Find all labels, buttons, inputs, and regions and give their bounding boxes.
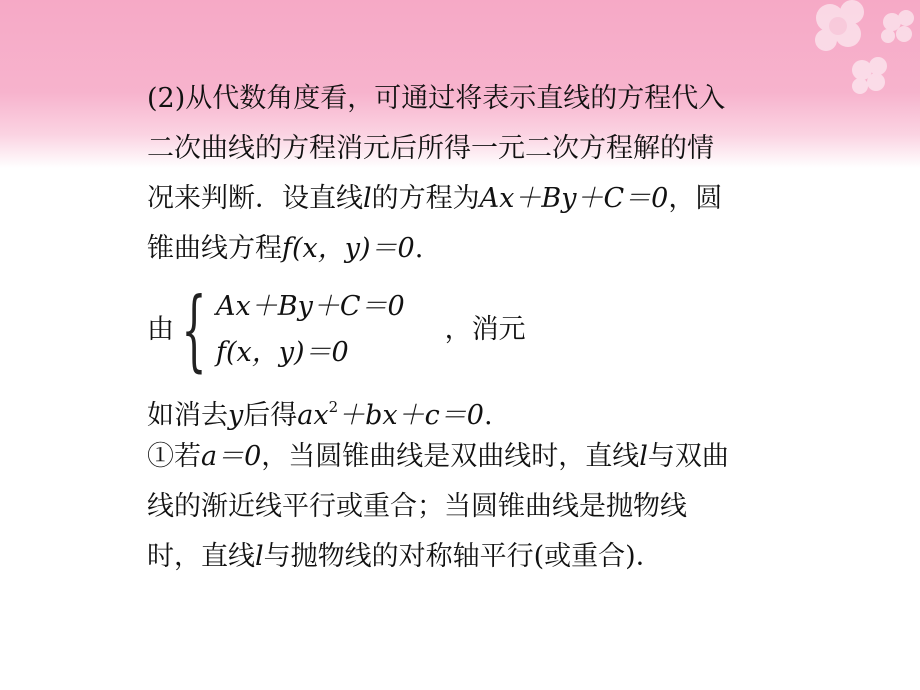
paragraph-line: [147, 124, 827, 174]
math-variable: l: [255, 541, 264, 572]
text: 况来判断．设直线: [147, 183, 363, 214]
text: .: [414, 233, 424, 264]
text: 与抛物线的对称轴平行(或重合)．: [263, 541, 663, 572]
text: ，消元: [444, 314, 526, 345]
paragraph-line: [147, 482, 827, 532]
text: 的方程为: [371, 183, 480, 214]
text: 与双曲: [647, 441, 729, 472]
text: 二次曲线的方程消元后所得一元二次方程解的情: [147, 133, 714, 164]
text: 锥曲线方程: [147, 233, 282, 264]
paragraph-line: [147, 532, 827, 582]
paragraph-line: [147, 174, 827, 224]
text: (2)从代数角度看，可通过将表示直线的方程代入: [147, 83, 726, 114]
paragraph-line: [147, 382, 827, 432]
paragraph-line: [147, 432, 827, 482]
text: 后得: [243, 400, 298, 431]
math-variable: l: [639, 441, 648, 472]
math-variable: y: [228, 400, 244, 431]
text: 线的渐近线平行或重合；当圆锥曲线是抛物线: [147, 491, 687, 522]
paragraph-line: [147, 224, 827, 274]
math-equation: f(x，y)＝0: [216, 337, 349, 368]
math-equation: Ax＋By＋C＝0: [216, 291, 405, 322]
math-equation: f(x，y)＝0: [282, 233, 415, 264]
text: ，圆: [668, 183, 723, 214]
equation-list: [216, 284, 405, 376]
math-variable: l: [363, 183, 372, 214]
math-exponent: 2: [328, 398, 339, 416]
text: 由: [147, 314, 174, 345]
text: ①若: [147, 441, 201, 472]
math-equation: ＋bx＋c＝0: [338, 400, 484, 431]
document-body: [147, 74, 827, 582]
left-brace-icon: {: [181, 278, 207, 381]
math-equation: ax: [297, 400, 329, 431]
text: 如消去: [147, 400, 228, 431]
text: ，当圆锥曲线是双曲线时，直线: [261, 441, 640, 472]
equation-system: [147, 280, 827, 380]
text: .: [483, 400, 493, 431]
math-equation: Ax＋By＋C＝0: [479, 183, 669, 214]
math-equation: a＝0: [201, 441, 262, 472]
text: 时，直线: [147, 541, 255, 572]
paragraph-line: [147, 74, 827, 124]
